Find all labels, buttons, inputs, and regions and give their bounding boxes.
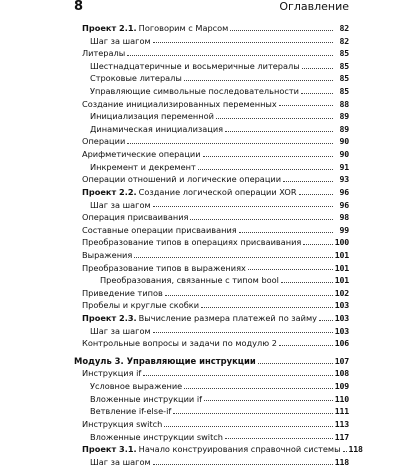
toc-entry-title xyxy=(82,186,297,199)
dot-leader xyxy=(127,55,333,56)
toc-entry-title xyxy=(90,85,299,98)
toc-entry-title xyxy=(82,367,141,380)
toc-entry-text: Вычисление размера платежей по займу xyxy=(138,313,318,324)
toc-entry-title xyxy=(90,110,214,123)
toc-entry xyxy=(74,123,349,136)
dot-leader xyxy=(173,413,333,414)
dot-leader xyxy=(303,244,332,245)
toc-entry-text: Операции xyxy=(82,136,126,147)
dot-leader xyxy=(279,345,333,346)
dot-leader xyxy=(302,68,333,69)
toc-entry-text: Приведение типов xyxy=(82,287,163,298)
dot-leader xyxy=(203,156,333,157)
table-of-contents xyxy=(74,22,363,468)
toc-entry-text: Операции отношений и логические операции xyxy=(82,174,282,185)
dot-leader xyxy=(281,282,333,283)
toc-entry xyxy=(74,211,349,224)
dot-leader xyxy=(343,451,347,452)
page-number: 8 xyxy=(74,0,84,14)
toc-entry-prefix: Проект 3.1. xyxy=(82,444,137,455)
dot-leader xyxy=(153,464,333,465)
toc-entry-text: Динамическая инициализация xyxy=(90,123,224,134)
toc-entry-text: Преобразование типов в выражениях xyxy=(82,262,246,273)
toc-entry xyxy=(74,22,349,35)
dot-leader xyxy=(225,438,333,439)
toc-entry-text: Инструкция switch xyxy=(82,418,163,429)
toc-entry-title xyxy=(90,123,223,136)
toc-entry xyxy=(74,186,349,199)
toc-entry-text: Создание логической операции XOR xyxy=(138,186,297,197)
toc-entry-text: Модуль 3. Управляющие инструкции xyxy=(74,355,256,366)
toc-entry-page: 100 xyxy=(334,237,349,248)
toc-entry-title xyxy=(82,443,341,456)
dot-leader xyxy=(319,320,333,321)
toc-entry xyxy=(74,224,349,237)
toc-entry-text: Инкремент и декремент xyxy=(90,161,196,172)
toc-entry-text: Строковые литералы xyxy=(90,73,182,84)
dot-leader xyxy=(225,131,333,132)
toc-entry-text: Инициализация переменной xyxy=(90,111,214,122)
toc-entry-title xyxy=(90,393,202,406)
toc-entry xyxy=(74,443,363,456)
toc-entry-title xyxy=(82,299,199,312)
toc-entry xyxy=(74,98,349,111)
toc-entry-title xyxy=(90,405,171,418)
toc-entry-title xyxy=(82,211,188,224)
dot-leader xyxy=(279,105,333,106)
dot-leader xyxy=(153,206,333,207)
toc-entry-title xyxy=(82,337,277,350)
toc-entry xyxy=(74,249,349,262)
toc-entry xyxy=(74,367,349,380)
toc-entry-title xyxy=(82,47,125,60)
toc-entry xyxy=(74,148,349,161)
toc-entry-title xyxy=(90,431,223,444)
toc-entry xyxy=(74,110,349,123)
dot-leader xyxy=(216,118,333,119)
toc-entry-text: Арифметические операции xyxy=(82,149,201,160)
toc-entry xyxy=(74,337,349,350)
toc-entry-title xyxy=(82,287,163,300)
dot-leader xyxy=(164,426,333,427)
toc-entry-text: Ветвление if-else-if xyxy=(90,406,172,417)
toc-entry-page: 109 xyxy=(334,381,349,392)
dot-leader xyxy=(143,375,332,376)
dot-leader xyxy=(230,30,333,31)
dot-leader xyxy=(184,80,333,81)
toc-entry-text: Начало конструирования справочной системы xyxy=(138,444,341,455)
toc-entry-text: Вложенные инструкции if xyxy=(90,393,202,404)
toc-entry-page: 101 xyxy=(334,249,349,260)
toc-entry-page: 90 xyxy=(339,149,349,160)
toc-entry-page: 89 xyxy=(339,123,349,134)
toc-entry-text: Шестнадцатеричные и восьмеричные литералы xyxy=(90,60,300,71)
toc-entry-text: Шаг за шагом xyxy=(90,199,151,210)
toc-entry-title xyxy=(74,355,256,368)
toc-entry-page: 107 xyxy=(334,355,349,366)
dot-leader xyxy=(153,332,333,333)
toc-entry-page: 102 xyxy=(334,287,349,298)
toc-entry-title xyxy=(82,22,228,35)
toc-entry xyxy=(74,60,349,73)
toc-entry-page: 103 xyxy=(334,325,349,336)
toc-entry-text: Составные операции присваивания xyxy=(82,224,237,235)
toc-entry-page: 96 xyxy=(339,199,349,210)
toc-entry-prefix: Проект 2.1. xyxy=(82,23,137,33)
dot-leader xyxy=(153,42,333,43)
toc-entry-title xyxy=(90,72,182,85)
toc-entry xyxy=(74,161,349,174)
toc-entry xyxy=(74,173,349,186)
section-title: Оглавление xyxy=(279,0,349,13)
toc-entry-page: 91 xyxy=(339,161,349,172)
toc-entry-text: Шаг за шагом xyxy=(90,35,151,46)
toc-entry xyxy=(74,262,349,275)
dot-leader xyxy=(190,219,333,220)
toc-entry-text: Инструкция if xyxy=(82,368,142,379)
dot-leader xyxy=(258,363,333,364)
toc-entry-page: 103 xyxy=(334,313,349,324)
dot-leader xyxy=(204,400,333,401)
dot-leader xyxy=(283,181,333,182)
toc-entry-title xyxy=(90,380,182,393)
toc-entry-text: Создание инициализированных переменных xyxy=(82,98,277,109)
toc-module-entry xyxy=(74,355,349,368)
toc-entry xyxy=(74,380,349,393)
toc-entry-page: 108 xyxy=(334,368,349,379)
toc-entry-title xyxy=(90,35,151,48)
toc-entry-page: 82 xyxy=(339,23,349,33)
toc-entry xyxy=(74,72,349,85)
toc-entry xyxy=(74,456,349,468)
toc-entry-page: 99 xyxy=(339,224,349,235)
dot-leader xyxy=(248,269,333,270)
toc-entry-page: 90 xyxy=(339,136,349,147)
toc-entry xyxy=(74,85,349,98)
toc-entry-text: Пробелы и круглые скобки xyxy=(82,300,200,311)
toc-entry-title xyxy=(82,98,277,111)
toc-entry-text: Управляющие символьные последовательности xyxy=(90,86,299,97)
toc-entry-title xyxy=(82,224,237,237)
dot-leader xyxy=(165,295,333,296)
toc-entry-prefix: Проект 2.2. xyxy=(82,186,137,197)
toc-entry xyxy=(74,287,349,300)
toc-entry xyxy=(74,418,349,431)
toc-entry xyxy=(74,274,349,287)
toc-entry-page: 118 xyxy=(334,456,349,467)
toc-entry-page: 98 xyxy=(339,212,349,223)
dot-leader xyxy=(301,93,333,94)
dot-leader xyxy=(299,194,333,195)
toc-entry-text: Шаг за шагом xyxy=(90,325,151,336)
toc-entry xyxy=(74,135,349,148)
toc-entry-text: Литералы xyxy=(82,48,126,59)
toc-entry-page: 117 xyxy=(334,431,349,442)
toc-entry-title xyxy=(82,418,162,431)
toc-entry xyxy=(74,405,349,418)
toc-entry-title xyxy=(90,199,151,212)
toc-entry-page: 96 xyxy=(339,186,349,197)
toc-entry-page: 101 xyxy=(334,275,349,286)
dot-leader xyxy=(184,388,333,389)
toc-entry xyxy=(74,35,349,48)
toc-entry-text: Преобразование типов в операциях присваивания xyxy=(82,237,302,248)
toc-entry-title xyxy=(82,312,317,325)
toc-entry-page: 88 xyxy=(339,98,349,109)
toc-entry xyxy=(74,199,349,212)
toc-entry-page: 110 xyxy=(334,393,349,404)
dot-leader xyxy=(201,307,333,308)
toc-entry-page: 89 xyxy=(339,111,349,122)
toc-entry-page: 85 xyxy=(339,86,349,97)
toc-entry-text: Контрольные вопросы и задачи по модулю 2 xyxy=(82,338,277,349)
toc-entry xyxy=(74,299,349,312)
dot-leader xyxy=(134,257,332,258)
dot-leader xyxy=(198,169,333,170)
toc-entry-title xyxy=(100,274,279,287)
dot-leader xyxy=(239,232,333,233)
toc-entry-page: 111 xyxy=(334,406,349,417)
toc-entry-title xyxy=(82,236,301,249)
toc-entry-page: 103 xyxy=(334,300,349,311)
toc-entry-page: 93 xyxy=(339,174,349,185)
toc-entry-title xyxy=(82,148,201,161)
toc-entry-page: 85 xyxy=(339,48,349,59)
toc-entry xyxy=(74,236,349,249)
toc-entry-text: Операция присваивания xyxy=(82,212,189,223)
toc-entry-title xyxy=(90,456,151,468)
toc-entry-page: 82 xyxy=(339,35,349,46)
toc-entry-title xyxy=(90,325,151,338)
toc-entry xyxy=(74,393,349,406)
toc-entry-page: 106 xyxy=(334,338,349,349)
toc-entry xyxy=(74,431,349,444)
toc-entry-text: Условное выражение xyxy=(90,381,183,392)
toc-entry-page: 85 xyxy=(339,60,349,71)
toc-entry-title xyxy=(82,135,125,148)
toc-entry-title xyxy=(90,161,196,174)
dot-leader xyxy=(127,143,333,144)
toc-entry-title xyxy=(90,60,300,73)
toc-entry-text: Преобразования, связанные с типом bool xyxy=(100,275,279,286)
page-header xyxy=(74,0,349,14)
toc-entry-page: 85 xyxy=(339,73,349,84)
toc-entry-page: 118 xyxy=(348,444,363,455)
toc-entry-title xyxy=(82,249,132,262)
toc-entry-text: Выражения xyxy=(82,249,133,260)
toc-entry-text: Поговорим с Марсом xyxy=(138,23,229,33)
toc-entry-page: 101 xyxy=(334,262,349,273)
toc-entry xyxy=(74,312,349,325)
toc-entry-text: Шаг за шагом xyxy=(90,456,151,467)
toc-entry-title xyxy=(82,262,246,275)
toc-entry-text: Вложенные инструкции switch xyxy=(90,431,223,442)
toc-entry-title xyxy=(82,173,281,186)
toc-entry xyxy=(74,47,349,60)
toc-entry xyxy=(74,325,349,338)
toc-entry-prefix: Проект 2.3. xyxy=(82,313,137,324)
toc-entry-page: 113 xyxy=(334,418,349,429)
